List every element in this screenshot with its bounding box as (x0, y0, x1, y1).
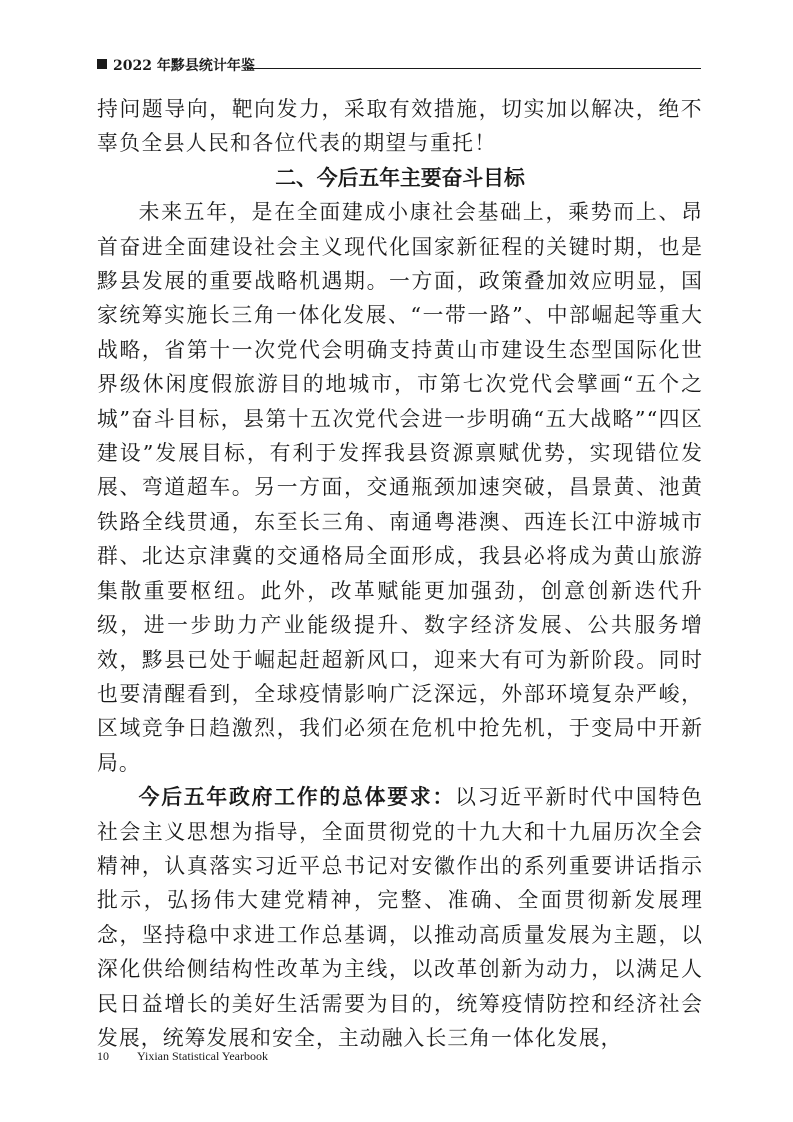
header-rule (247, 68, 701, 69)
paragraph-requirements-text: 以习近平新时代中国特色社会主义思想为指导，全面贯彻党的十九大和十九届历次全会精神，认真落实习近平总书记对安徽作出的系列重要讲话指示批示，弘扬伟大建党精神，完整、准确、全面贯彻新发展理念，坚持稳中求进工作总基调，以推动高质量发展为主题，以深化供给侧结构性改革为主线，以改革创新为动力，以满足人民日益增长的美好生活需要为目的，统筹疫情防控和经济社会发展，统筹发展和安全，主动融入长三角一体化发展， (97, 785, 703, 1050)
section-heading: 二、今后五年主要奋斗目标 (275, 165, 525, 190)
paragraph-requirements-lead: 今后五年政府工作的总体要求： (138, 785, 456, 810)
header-square-icon (97, 59, 107, 69)
header-title: 2022 年黟县统计年鉴 (113, 58, 255, 74)
paragraph-requirements (97, 780, 703, 1055)
running-footer (97, 1049, 268, 1064)
paragraph-continued: 持问题导向，靶向发力，采取有效措施，切实加以解决，绝不辜负全县人民和各位代表的期望与重托！ (97, 97, 703, 156)
page-body (97, 92, 703, 1055)
footer-publication: Yixian Statistical Yearbook (137, 1049, 268, 1063)
page-number: 10 (97, 1049, 109, 1063)
running-header (97, 56, 701, 76)
paragraph-outlook: 未来五年，是在全面建成小康社会基础上，乘势而上、昂首奋进全面建设社会主义现代化国家新征程的关键时期，也是黟县发展的重要战略机遇期。一方面，政策叠加效应明显，国家统筹实施长三角一体化发展、“一带一路”、中部崛起等重大战略，省第十一次党代会明确支持黄山市建设生态型国际化世界级休闲度假旅游目的地城市，市第七次党代会擘画“五个之城”奋斗目标，县第十五次党代会进一步明确“五大战略”“四区建设”发展目标，有利于发挥我县资源禀赋优势，实现错位发展、弯道超车。另一方面，交通瓶颈加速突破，昌景黄、池黄铁路全线贯通，东至长三角、南通粤港澳、西连长江中游城市群、北达京津冀的交通格局全面形成，我县必将成为黄山旅游集散重要枢纽。此外，改革赋能更加强劲，创意创新迭代升级，进一步助力产业能级提升、数字经济发展、公共服务增效，黟县已处于崛起赶超新风口，迎来大有可为新阶段。同时也要清醒看到，全球疫情影响广泛深远，外部环境复杂严峻，区域竞争日趋激烈，我们必须在危机中抢先机，于变局中开新局。 (97, 200, 703, 775)
